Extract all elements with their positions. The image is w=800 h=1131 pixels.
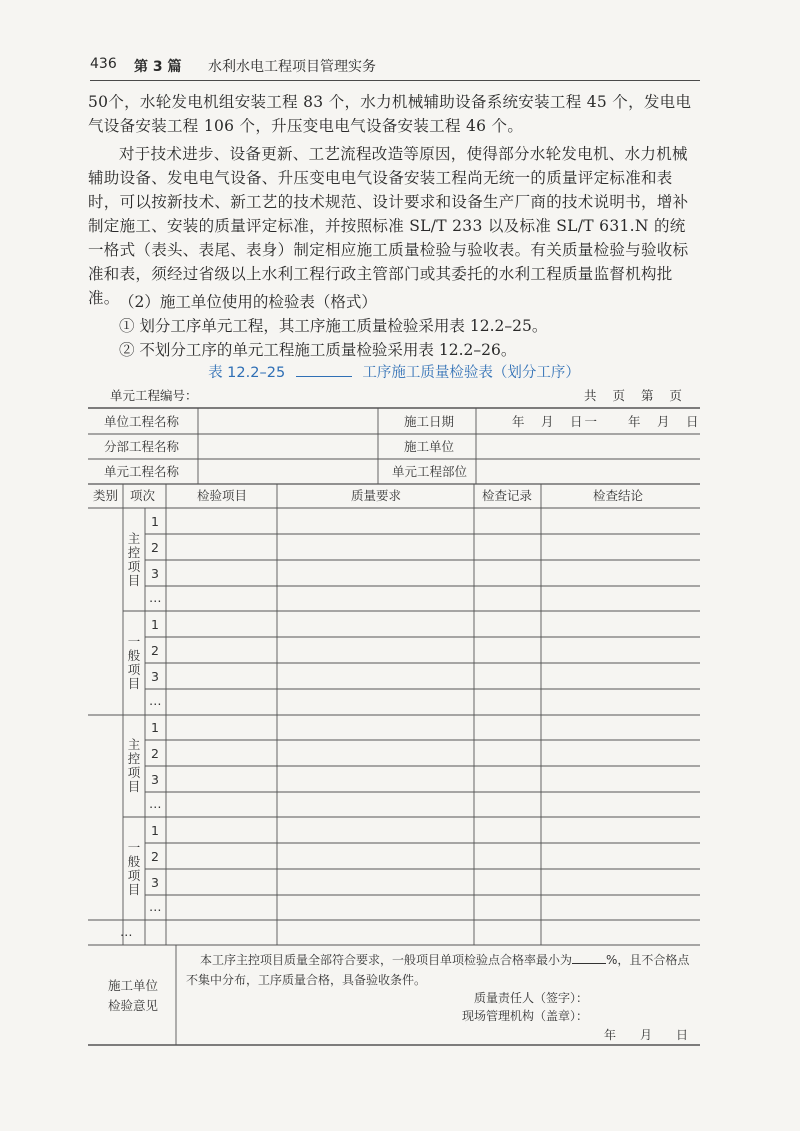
list-item-2: ② 不划分工序的单元工程施工质量检验采用表 12.2–26。: [119, 341, 517, 359]
group-main-control-1: 主控项目: [127, 531, 141, 588]
cell-project-location-label: 单元工程部位: [392, 464, 468, 479]
list-item-1: ① 划分工序单元工程，其工序施工质量检验采用表 12.2–25。: [119, 317, 548, 335]
construction-opinion-label: 施工单位检验意见: [107, 978, 158, 1013]
page-number: 436: [90, 56, 117, 72]
col-check-record: 检查记录: [482, 488, 533, 503]
extra-row-ellipsis: …: [120, 924, 133, 939]
item-no: …: [149, 590, 162, 605]
col-category: 类别: [93, 488, 119, 503]
subheading-inspection-forms: （2）施工单位使用的检验表（格式）: [119, 293, 377, 311]
group-general-2: 一般项目: [127, 840, 141, 897]
table-title: 工序施工质量检验表（划分工序）: [362, 365, 580, 381]
item-no: 3: [151, 669, 159, 684]
part-label: 第 3 篇: [134, 59, 182, 75]
item-no: 1: [151, 514, 159, 529]
item-no: 1: [151, 823, 159, 838]
unit-project-name-label: 单位工程名称: [104, 414, 180, 429]
group-main-control-2: 主控项目: [127, 737, 141, 794]
opinion-rate-blank: [572, 951, 606, 964]
col-check-item: 检验项目: [197, 488, 248, 503]
opinion-text-after: %，且不合格点不集中分布，工序质量合格，具备验收条件。: [186, 953, 690, 987]
construction-date-label: 施工日期: [404, 414, 455, 429]
item-no: 2: [151, 746, 159, 761]
item-no: 2: [151, 849, 159, 864]
item-no: 1: [151, 720, 159, 735]
item-no: 3: [151, 875, 159, 890]
col-quality-requirement: 质量要求: [351, 488, 402, 503]
col-check-conclusion: 检查结论: [593, 488, 644, 503]
construction-date-value: 年 月 日一 年 月 日: [512, 414, 701, 429]
col-item-no: 项次: [130, 488, 156, 503]
item-no: 2: [151, 643, 159, 658]
opinion-date: 年 月 日: [604, 1028, 689, 1042]
item-no: 3: [151, 566, 159, 581]
construction-unit-label: 施工单位: [404, 439, 455, 454]
group-general-1: 一般项目: [127, 634, 141, 691]
table-number: 表 12.2–25: [208, 365, 286, 381]
opinion-text-before: 本工序主控项目质量全部符合要求，一般项目单项检验点合格率最小为: [200, 953, 573, 967]
paragraph-2: 对于技术进步、设备更新、工艺流程改造等原因，使得部分水轮发电机、水力机械辅助设备、发电电气设备、升压变电电气设备安装工程尚无统一的质量评定标准和表时，可以按新技术、新工艺的技术规范、设计要求和设备生产厂商的技术说明书，增补制定施工、安装的质量评定标准，并按照标准 SL/T 233 以及标准 SL/T 631.N 的统一格式（表头、表尾、表身）制定相应施工质量检验与验收表。有关质量检验与验收标准和表，须经过省级以上水利工程行政主管部门或其委托的水利工程质量监督机构批准。: [88, 145, 689, 307]
item-no: 3: [151, 772, 159, 787]
item-no: 1: [151, 617, 159, 632]
cell-project-name-label: 单元工程名称: [104, 464, 180, 479]
paragraph-1: 50个，水轮发电机组安装工程 83 个，水力机械辅助设备系统安装工程 45 个，发电电气设备安装工程 106 个，升压变电电气设备安装工程 46 个。: [88, 93, 692, 135]
item-no: 2: [151, 540, 159, 555]
quality-responsible-label: 质量责任人（签字）：: [474, 991, 589, 1005]
item-no: …: [149, 693, 162, 708]
page-count-label: 共 页 第 页: [584, 388, 688, 403]
book-title: 水利水电工程项目管理实务: [208, 59, 376, 75]
item-no: …: [149, 796, 162, 811]
unit-code-label: 单元工程编号：: [110, 388, 198, 403]
site-management-label: 现场管理机构（盖章）：: [462, 1009, 589, 1023]
division-project-name-label: 分部工程名称: [104, 439, 180, 454]
item-no: …: [149, 899, 162, 914]
opinion-text: [186, 950, 698, 990]
